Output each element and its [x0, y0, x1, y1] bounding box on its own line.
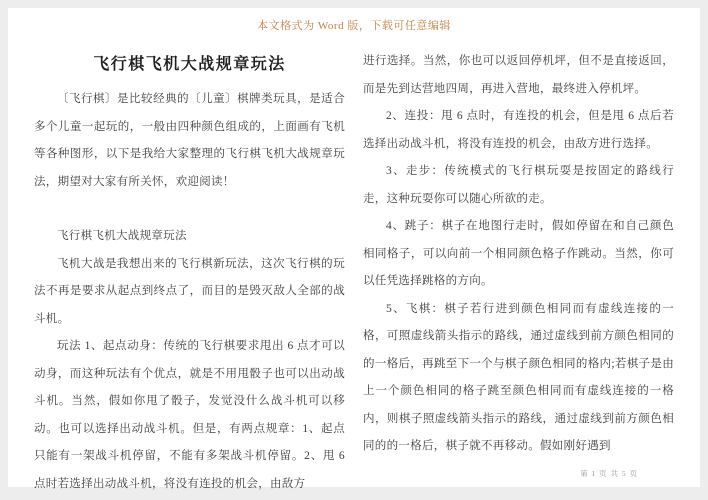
paragraph: 飞机大战是我想出来的飞行棋新玩法，这次飞行棋的玩法不再是要求从起点到终点了，而目的是毁灭敌人全部的战斗机。 [34, 257, 345, 325]
document-title: 飞行棋飞机大战规章玩法 [93, 56, 286, 73]
rule-paragraph-5: 5、飞棋：棋子若行进到颜色相同而有虚线连接的一格，可照虚线箭头指示的路线，通过虚线到前方颜色相同的的一格后，再跳至下一个与棋子颜色相同的格内;若棋子是由上一个颜色相同的格子跳至颜色相同而有虚线连接的一格内，则棋子照虚线箭头指示的路线，通过虚线到前方颜色相同的的一格后，棋子就不再移动。假如刚好遇到 [363, 302, 674, 452]
left-column [34, 48, 345, 498]
rule-paragraph-4: 4、跳子：棋子在地图行走时，假如停留在和自己颜色相同格子，可以向前一个相同颜色格子作跳动。当然，你可以任凭选择跳格的方向。 [363, 220, 674, 287]
paragraph: 玩法 1、起点动身：传统的飞行棋要求甩出 6 点才可以动身，而这种玩法有个优点，就是不用甩骰子也可以出动战斗机。当然，假如你甩了骰子，发觉没什么战斗机可以移动。也可以选择出动战斗机。但是，有两点规章：1、起点只能有一架战斗机停留，不能有多架战斗机停留。2、甩 6 点时若选择出动战斗机，将没有连投的机会，由敌方 [34, 340, 345, 490]
right-column [363, 48, 674, 498]
document-body [8, 48, 700, 498]
word-document-page [8, 8, 700, 490]
rule-paragraph-3: 3、走步：传统模式的飞行棋玩耍是按固定的路线行走，这种玩耍你可以随心所欲的走。 [363, 165, 674, 205]
header-notice: 本文格式为 Word 版，下载可任意编辑 [257, 20, 451, 32]
section-heading: 飞行棋飞机大战规章玩法 [57, 230, 187, 242]
continuation-paragraph: 进行选择。当然，你也可以返回停机坪，但不是直接返回，而是先到达营地四周，再进入营地，最终进入停机坪。 [363, 55, 674, 95]
rule-paragraph-2: 2、连投：甩 6 点时，有连投的机会，但是甩 6 点后若选择出动战斗机，将没有连投的机会，由敌方进行选择。 [363, 110, 674, 150]
page-number-footer: 第 1 页 共 5 页 [580, 469, 638, 478]
intro-paragraph: 〔飞行棋〕是比较经典的〔儿童〕棋牌类玩具，是适合多个儿童一起玩的，一般由四种颜色组成的，上面画有飞机等各种图形，以下是我给大家整理的飞行棋飞机大战规章玩法，期望对大家有所关怀，欢迎阅读！ [34, 93, 345, 188]
